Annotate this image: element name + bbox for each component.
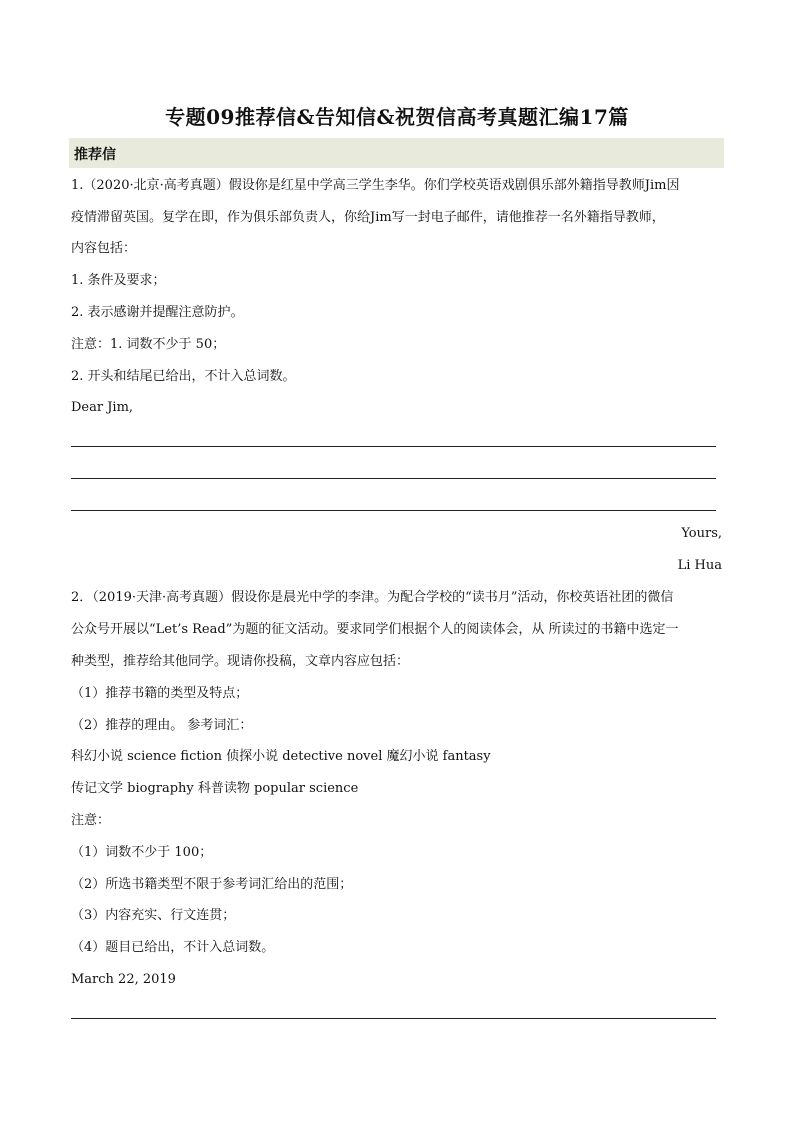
q2-note-4: （4）题目已给出，不计入总词数。	[71, 940, 275, 955]
q1-prompt-line-3: 内容包括：	[71, 241, 137, 256]
q1-answer-line-1	[71, 446, 716, 447]
q2-vocab-line-2: 传记文学 biography 科普读物 popular science	[71, 781, 359, 796]
q2-note-2: （2）所选书籍类型不限于参考词汇给出的范围；	[71, 877, 353, 892]
q1-signature: Li Hua	[677, 558, 722, 573]
page-title: 专题09推荐信&告知信&祝贺信高考真题汇编17篇	[165, 105, 629, 129]
q2-prompt-line-1: 2．（2019·天津·高考真题）假设你是晨光中学的李津。为配合学校的“读书月”活动，你校英语社团的微信	[71, 590, 674, 605]
q1-answer-line-3	[71, 510, 716, 511]
q1-prompt-line-1: 1.（2020·北京·高考真题）假设你是红星中学高三学生李华。你们学校英语戏剧俱乐部外籍指导教师Jim因	[71, 178, 680, 193]
q2-prompt-line-2: 公众号开展以“Let’s Read”为题的征文活动。要求同学们根据个人的阅读体会，从 所读过的书籍中选定一	[71, 622, 679, 637]
q1-prompt-line-2: 疫情滞留英国。复学在即，作为俱乐部负责人，你给Jim写一封电子邮件，请他推荐一名外籍指导教师，	[71, 210, 665, 225]
q2-requirement-2: （2）推荐的理由。 参考词汇：	[71, 718, 253, 733]
q2-answer-line-1	[71, 1018, 716, 1019]
q1-salutation: Dear Jim,	[71, 400, 134, 415]
q2-date: March 22, 2019	[71, 972, 176, 987]
q1-note-1: 注意：1. 词数不少于 50；	[71, 337, 226, 352]
q1-point-1: 1. 条件及要求；	[71, 273, 166, 288]
q1-closing: Yours,	[681, 526, 722, 541]
q2-prompt-line-3: 种类型，推荐给其他同学。现请你投稿，文章内容应包括：	[71, 654, 410, 669]
q2-requirement-1: （1）推荐书籍的类型及特点；	[71, 686, 249, 701]
q2-note-1: （1）词数不少于 100；	[71, 845, 213, 860]
q1-note-2: 2. 开头和结尾已给出，不计入总词数。	[71, 369, 296, 384]
q2-vocab-line-1: 科幻小说 science fiction 侦探小说 detective novel 魔幻小说 fantasy	[71, 749, 491, 764]
q2-note-3: （3）内容充实、行文连贯；	[71, 908, 236, 923]
section-heading: 推荐信	[74, 147, 116, 163]
q1-point-2: 2. 表示感谢并提醒注意防护。	[71, 305, 244, 320]
q2-note-heading: 注意：	[71, 813, 111, 828]
q1-answer-line-2	[71, 478, 716, 479]
section-header-bar	[69, 138, 724, 168]
